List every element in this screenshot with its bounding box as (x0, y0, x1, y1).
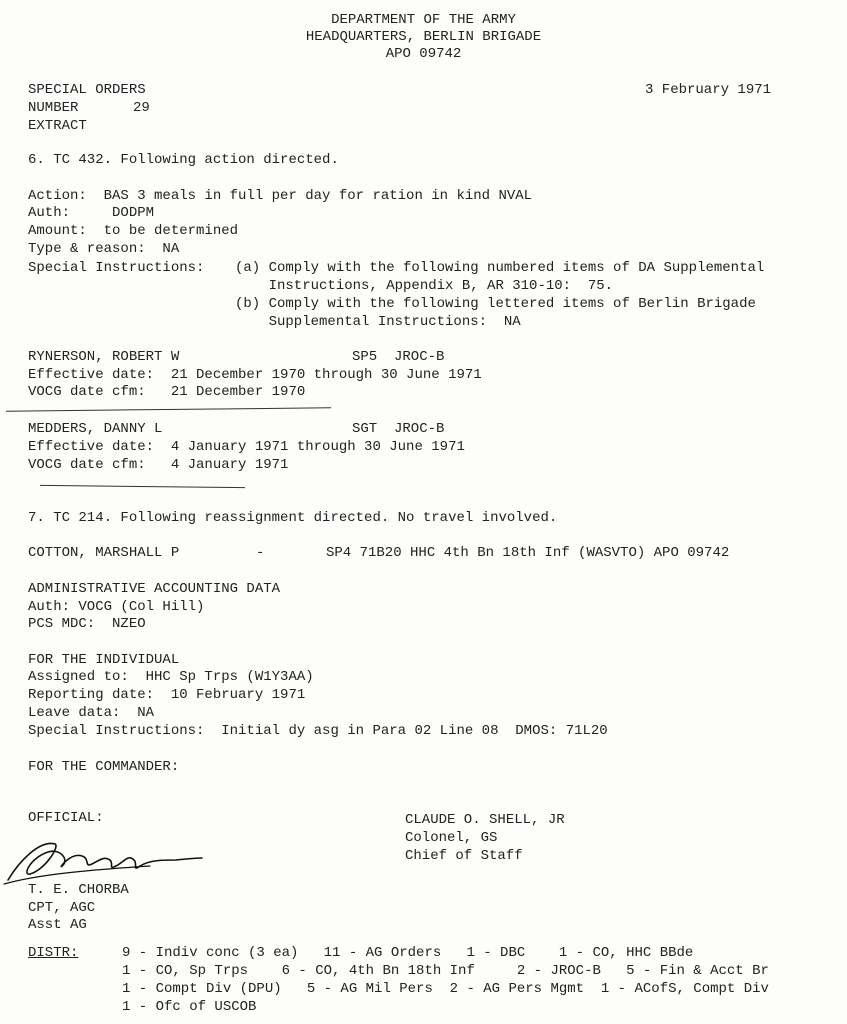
signer-title: Chief of Staff (405, 848, 523, 864)
para6-amount: Amount: to be determined (28, 223, 239, 239)
document-header (0, 12, 847, 63)
person-vocg-date: VOCG date cfm: 4 January 1971 (28, 457, 289, 473)
order-extract: EXTRACT (28, 118, 87, 134)
para6-special-b1: (b) Comply with the following lettered items of Berlin Brigade (235, 296, 756, 312)
para6-heading: 6. TC 432. Following action directed. (28, 152, 339, 168)
admin-auth: Auth: VOCG (Col Hill) (28, 599, 205, 615)
distribution-label: DISTR: (28, 945, 79, 961)
indiv-assigned: Assigned to: HHC Sp Trps (W1Y3AA) (28, 669, 314, 685)
separator-line (6, 407, 331, 411)
para7-name: COTTON, MARSHALL P (28, 545, 180, 561)
distribution-row: 1 - Compt Div (DPU) 5 - AG Mil Pers 2 - AG Pers Mgmt 1 - ACofS, Compt Div (122, 981, 769, 997)
para7-grade-unit: SP4 71B20 HHC 4th Bn 18th Inf (WASVTO) APO 09742 (326, 545, 730, 561)
person-vocg-date: VOCG date cfm: 21 December 1970 (28, 384, 306, 400)
order-number: 29 (133, 100, 150, 116)
person-effective-date: Effective date: 4 January 1971 through 30 June 1971 (28, 439, 465, 455)
para7-heading: 7. TC 214. Following reassignment directed. No travel involved. (28, 510, 558, 526)
official-label: OFFICIAL: (28, 810, 104, 826)
para6-special-a1: (a) Comply with the following numbered items of DA Supplemental (235, 260, 765, 276)
order-date: 3 February 1971 (645, 82, 772, 98)
for-commander: FOR THE COMMANDER: (28, 759, 180, 775)
indiv-reporting: Reporting date: 10 February 1971 (28, 687, 306, 703)
admin-pcs: PCS MDC: NZEO (28, 616, 146, 632)
indiv-title: FOR THE INDIVIDUAL (28, 652, 180, 668)
distribution-row: 9 - Indiv conc (3 ea) 11 - AG Orders 1 - DBC 1 - CO, HHC BBde (122, 945, 694, 961)
para6-action: Action: BAS 3 meals in full per day for ration in kind NVAL (28, 188, 533, 204)
header-department: DEPARTMENT OF THE ARMY (331, 12, 516, 28)
indiv-special: Special Instructions: Initial dy asg in Para 02 Line 08 DMOS: 71L20 (28, 723, 608, 739)
para6-special-b2: Supplemental Instructions: NA (235, 314, 521, 330)
header-apo: APO 09742 (385, 46, 462, 62)
para7-dash: - (256, 545, 265, 561)
para6-type: Type & reason: NA (28, 241, 180, 257)
ag-rank: CPT, AGC (28, 900, 96, 916)
admin-title: ADMINISTRATIVE ACCOUNTING DATA (28, 581, 281, 597)
signature-icon (0, 830, 210, 890)
ag-title: Asst AG (28, 917, 87, 933)
order-title: SPECIAL ORDERS (28, 82, 146, 98)
person-effective-date: Effective date: 21 December 1970 through 30 June 1971 (28, 367, 482, 383)
separator-line (40, 485, 245, 488)
distribution-row: 1 - Ofc of USCOB (122, 999, 257, 1015)
person-name: MEDDERS, DANNY L (28, 421, 163, 437)
signer-rank: Colonel, GS (405, 830, 498, 846)
para6-auth: Auth: DODPM (28, 205, 155, 221)
para6-special-label: Special Instructions: (28, 260, 205, 276)
ag-name: T. E. CHORBA (28, 882, 129, 898)
person-name: RYNERSON, ROBERT W (28, 349, 180, 365)
person-grade-unit: SP5 JROC-B (352, 349, 445, 365)
order-number-label: NUMBER (28, 100, 79, 116)
signer-name: CLAUDE O. SHELL, JR (405, 812, 565, 828)
header-headquarters: HEADQUARTERS, BERLIN BRIGADE (305, 29, 542, 45)
para6-special-a2: Instructions, Appendix B, AR 310-10: 75. (235, 278, 614, 294)
distribution-row: 1 - CO, Sp Trps 6 - CO, 4th Bn 18th Inf 2 - JROC-B 5 - Fin & Acct Br (122, 963, 769, 979)
person-grade-unit: SGT JROC-B (352, 421, 445, 437)
indiv-leave: Leave data: NA (28, 705, 155, 721)
